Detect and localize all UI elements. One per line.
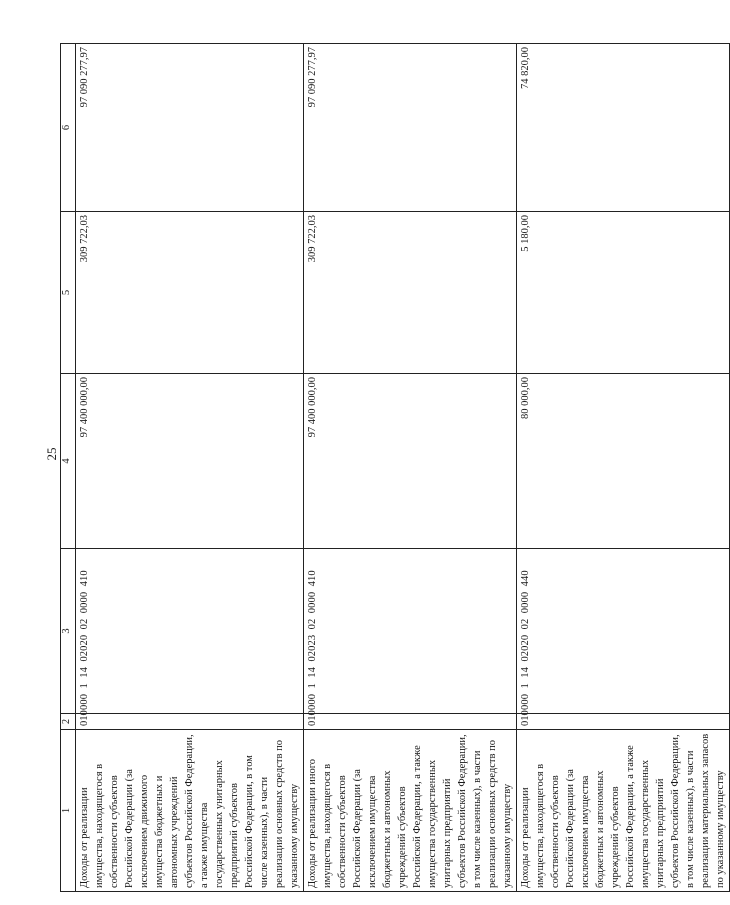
- header-col-3: 3: [61, 549, 76, 714]
- header-col-4: 4: [61, 374, 76, 549]
- row-col5: 309 722,03: [304, 212, 517, 374]
- row-kbk: 000 1 14 02020 02 0000 410: [76, 549, 304, 714]
- row-description: Доходы от реализации имущества, находящегося в собственности субъектов Российской Федерации (за исключением движимого имущества бюджетных и автономных учреждений субъектов Российской Федерации, а также имущества государственных унитарных предприятий субъектов Российской Федерации, в том числе казенных), в части реализации основных средств по указанному имуществу: [76, 730, 304, 892]
- row-kbk: 000 1 14 02023 02 0000 410: [304, 549, 517, 714]
- header-col-5: 5: [61, 212, 76, 374]
- row-code: 010: [517, 714, 730, 730]
- header-col-6: 6: [61, 44, 76, 212]
- row-col4: 97 400 000,00: [304, 374, 517, 549]
- row-col5: 5 180,00: [517, 212, 730, 374]
- table-row: [76, 44, 304, 892]
- row-col4: 80 000,00: [517, 374, 730, 549]
- rotated-table-container: [60, 44, 726, 892]
- row-col6: 97 090 277,97: [76, 44, 304, 212]
- table-header-row: [61, 44, 76, 892]
- row-description: Доходы от реализации иного имущества, находящегося в собственности субъектов Российской Федерации (за исключением имущества бюджетных и автономных учреждений субъектов Российской Федерации, а также имущества государственных унитарных предприятий субъектов Российской Федерации, в том числе казенных), в части реализации основных средств по указанному имуществу: [304, 730, 517, 892]
- row-code: 010: [76, 714, 304, 730]
- income-report-table: [60, 43, 730, 892]
- row-code: 010: [304, 714, 517, 730]
- row-col4: 97 400 000,00: [76, 374, 304, 549]
- row-kbk: 000 1 14 02020 02 0000 440: [517, 549, 730, 714]
- page-number: 25: [44, 447, 59, 461]
- row-col6: 97 090 277,97: [304, 44, 517, 212]
- table-row: [304, 44, 517, 892]
- row-col5: 309 722,03: [76, 212, 304, 374]
- row-description: Доходы от реализации имущества, находящегося в собственности субъектов Российской Федерации (за исключением имущества бюджетных и автономных учреждений субъектов Российской Федерации, а также имущества государственных унитарных предприятий субъектов Российской Федерации, в том числе казенных), в части реализации материальных запасов по указанному имуществу: [517, 730, 730, 892]
- table-row: [517, 44, 730, 892]
- header-col-2: 2: [61, 714, 76, 730]
- header-col-1: 1: [61, 730, 76, 892]
- row-col6: 74 820,00: [517, 44, 730, 212]
